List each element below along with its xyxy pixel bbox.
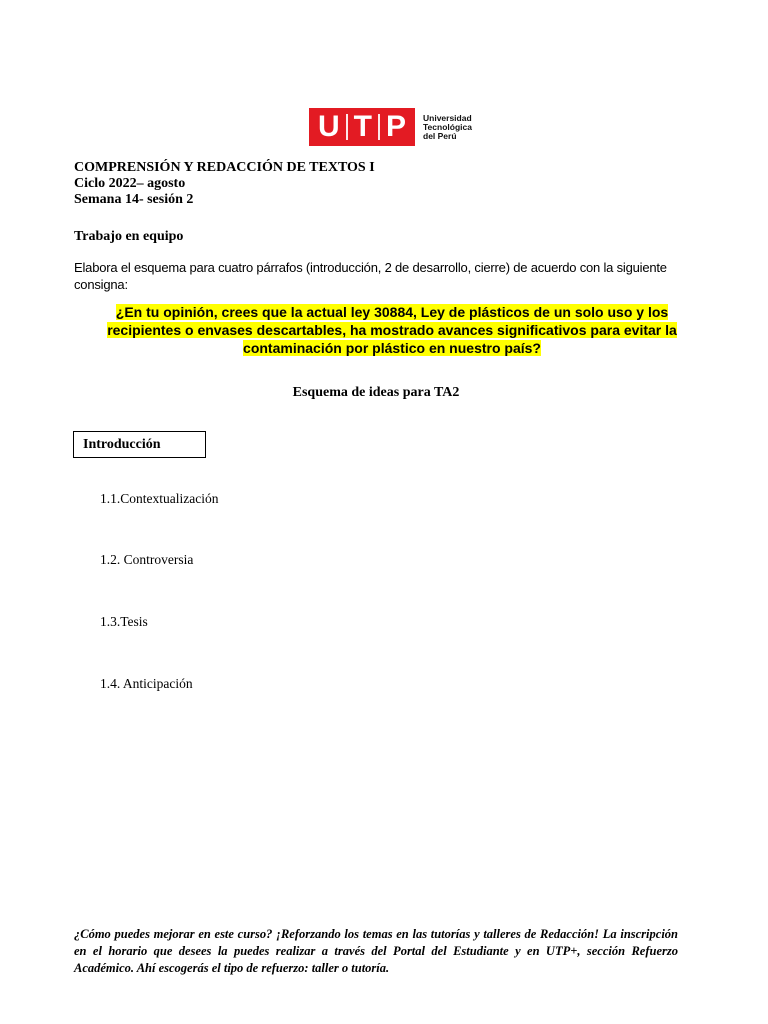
week-label: Semana 14- sesión 2 bbox=[74, 192, 194, 207]
logo-letter-p: P bbox=[385, 110, 406, 143]
logo-separator bbox=[378, 114, 380, 140]
scheme-title: Esquema de ideas para TA2 bbox=[292, 385, 460, 400]
instruction-text: Elabora el esquema para cuatro párrafos (introducción, 2 de desarrollo, cierre) de acuerdo con la siguiente consigna: bbox=[74, 260, 667, 292]
logo-text-line: Tecnológica bbox=[423, 121, 472, 132]
utp-logo-box bbox=[309, 108, 415, 146]
scheme-item-thesis: 1.3.Tesis bbox=[100, 614, 148, 629]
utp-logo bbox=[309, 108, 472, 146]
logo-text-line: Universidad bbox=[423, 112, 472, 123]
cycle-label: Ciclo 2022– agosto bbox=[74, 176, 186, 191]
logo-text-line: del Perú bbox=[423, 130, 457, 141]
prompt-question bbox=[94, 303, 690, 357]
document-header bbox=[74, 160, 375, 208]
logo-letter-u: U bbox=[317, 110, 340, 143]
prompt-question-text: ¿En tu opinión, crees que la actual ley 30884, Ley de plásticos de un solo uso y los recipientes o envases descartables, ha mostrado avances significativos para evitar la contaminación por plástico en nuestro país? bbox=[107, 304, 677, 356]
scheme-item-controversy: 1.2. Controversia bbox=[100, 552, 194, 567]
scheme-item-anticipation: 1.4. Anticipación bbox=[100, 676, 193, 691]
logo-separator bbox=[346, 114, 348, 140]
logo-text bbox=[423, 114, 472, 141]
footer-note: ¿Cómo puedes mejorar en este curso? ¡Reforzando los temas en las tutorías y talleres de Redacción! La inscripción en el horario que desees la puedes realizar a través del Portal del Estudiante y en UTP+, sección Refuerzo Académico. Ahí escogerás el tipo de refuerzo: taller o tutoría. bbox=[74, 927, 678, 975]
team-work-label: Trabajo en equipo bbox=[74, 229, 184, 244]
introduction-box: Introducción bbox=[73, 431, 206, 458]
logo-letter-t: T bbox=[353, 110, 372, 143]
course-title: COMPRENSIÓN Y REDACCIÓN DE TEXTOS I bbox=[74, 160, 375, 175]
scheme-item-contextualization: 1.1.Contextualización bbox=[100, 491, 219, 506]
